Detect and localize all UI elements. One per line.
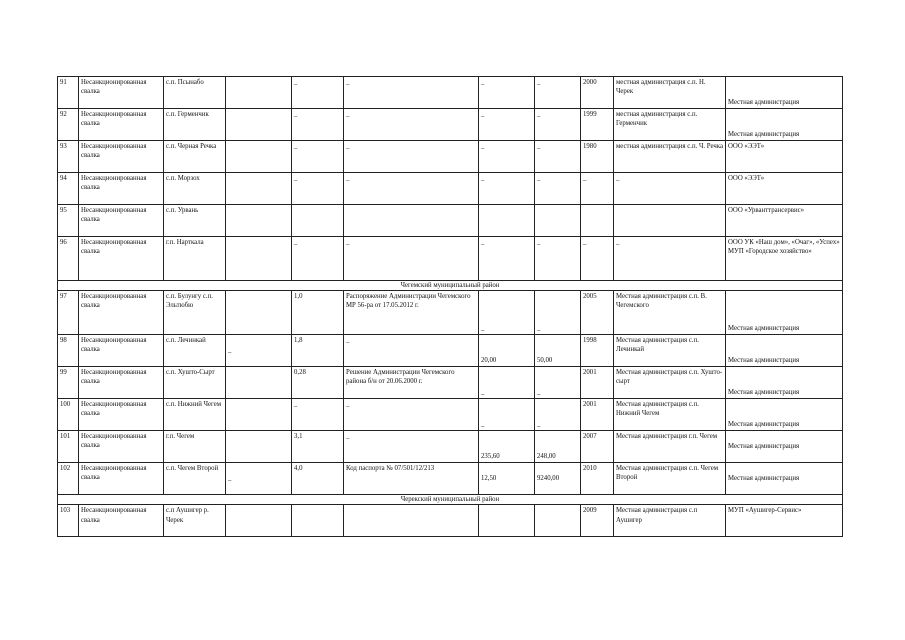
responsible-cell: Местная администрация	[726, 399, 843, 431]
administration-cell: местная администрация с.п. Герменчик	[614, 109, 726, 141]
location-cell: с.п. Морзох	[164, 173, 226, 205]
location-cell: с.п. Герменчик	[164, 109, 226, 141]
object-type-cell: Несанкционированная свалка	[79, 399, 164, 431]
object-type-cell: Несанкционированная свалка	[79, 291, 164, 335]
table-row	[58, 109, 843, 141]
value-2-cell: _	[535, 399, 581, 431]
table-row	[58, 237, 843, 281]
row-number-cell: 91	[58, 77, 79, 109]
value-1-cell: _	[479, 77, 535, 109]
area-cell: _	[292, 173, 344, 205]
year-cell	[581, 205, 614, 237]
table-row	[58, 173, 843, 205]
year-cell: _	[581, 237, 614, 281]
responsible-cell: ООО «Урванттрансервис»	[726, 205, 843, 237]
document-cell: _	[344, 173, 479, 205]
administration-cell: местная администрация с.п. Н. Черек	[614, 77, 726, 109]
table-row	[58, 291, 843, 335]
year-cell: 1998	[581, 335, 614, 367]
value-2-cell: _	[535, 173, 581, 205]
value-2-cell: 9240,00	[535, 463, 581, 495]
location-cell: с.п. Чегем Второй	[164, 463, 226, 495]
section-header-row	[58, 495, 843, 505]
administration-cell: Местная администрация г.п. Чегем	[614, 431, 726, 463]
value-2-cell: _	[535, 141, 581, 173]
administration-cell: Местная администрация с.п. Нижний Чегем	[614, 399, 726, 431]
section-header-row	[58, 281, 843, 291]
responsible-cell: Местная администрация	[726, 335, 843, 367]
document-cell: Распоряжение Администрации Чегемского МР 56-ра от 17.05.2012 г.	[344, 291, 479, 335]
column-4-cell	[226, 505, 292, 537]
object-type-cell: Несанкционированная свалка	[79, 77, 164, 109]
row-number-cell: 102	[58, 463, 79, 495]
document-cell: _	[344, 237, 479, 281]
section-title: Черекский муниципальный район	[58, 495, 843, 505]
table-row	[58, 367, 843, 399]
document-cell: _	[344, 77, 479, 109]
value-1-cell: 12,50	[479, 463, 535, 495]
row-number-cell: 97	[58, 291, 79, 335]
location-cell: г.п. Нарткала	[164, 237, 226, 281]
year-cell: 2007	[581, 431, 614, 463]
responsible-cell: Местная администрация	[726, 291, 843, 335]
column-4-cell	[226, 237, 292, 281]
value-2-cell	[535, 205, 581, 237]
object-type-cell: Несанкционированная свалка	[79, 505, 164, 537]
document-cell: _	[344, 431, 479, 463]
table-row	[58, 77, 843, 109]
value-2-cell: _	[535, 291, 581, 335]
object-type-cell: Несанкционированная свалка	[79, 173, 164, 205]
value-2-cell: 248,00	[535, 431, 581, 463]
row-number-cell: 99	[58, 367, 79, 399]
table-row	[58, 463, 843, 495]
value-2-cell: _	[535, 109, 581, 141]
column-4-cell	[226, 109, 292, 141]
area-cell	[292, 205, 344, 237]
responsible-cell: МУП «Аушигер-Сервис»	[726, 505, 843, 537]
row-number-cell: 95	[58, 205, 79, 237]
area-cell: 3,1	[292, 431, 344, 463]
area-cell: 0,28	[292, 367, 344, 399]
document-cell: _	[344, 109, 479, 141]
value-1-cell	[479, 205, 535, 237]
administration-cell: Местная администрация с.п. Чегем Второй	[614, 463, 726, 495]
responsible-cell: Местная администрация	[726, 463, 843, 495]
object-type-cell: Несанкционированная свалка	[79, 463, 164, 495]
column-4-cell	[226, 141, 292, 173]
value-1-cell: _	[479, 291, 535, 335]
table-row	[58, 431, 843, 463]
table-row	[58, 205, 843, 237]
row-number-cell: 101	[58, 431, 79, 463]
area-cell: 4,0	[292, 463, 344, 495]
table-row	[58, 399, 843, 431]
administration-cell: местная администрация с.п. Ч. Речка	[614, 141, 726, 173]
value-1-cell	[479, 505, 535, 537]
year-cell: 2009	[581, 505, 614, 537]
administration-cell: Местная администрация с.п Аушигер	[614, 505, 726, 537]
responsible-cell: Местная администрация	[726, 367, 843, 399]
location-cell: с.п. Урвань	[164, 205, 226, 237]
document-cell: _	[344, 399, 479, 431]
column-4-cell: _	[226, 463, 292, 495]
area-cell: _	[292, 77, 344, 109]
responsible-cell: ООО «ЭЭТ»	[726, 173, 843, 205]
location-cell: с.п. Лечинкай	[164, 335, 226, 367]
table-row	[58, 505, 843, 537]
column-4-cell	[226, 77, 292, 109]
year-cell: 2005	[581, 291, 614, 335]
year-cell: 1980	[581, 141, 614, 173]
location-cell: г.п. Чегем	[164, 431, 226, 463]
area-cell: _	[292, 141, 344, 173]
object-type-cell: Несанкционированная свалка	[79, 367, 164, 399]
administration-cell: _	[614, 173, 726, 205]
year-cell: _	[581, 173, 614, 205]
value-1-cell: 235,60	[479, 431, 535, 463]
year-cell: 1999	[581, 109, 614, 141]
column-4-cell	[226, 431, 292, 463]
value-2-cell: 50,00	[535, 335, 581, 367]
value-2-cell: _	[535, 237, 581, 281]
administration-cell: _	[614, 237, 726, 281]
document-cell: _	[344, 141, 479, 173]
responsible-cell: ООО «ЭЭТ»	[726, 141, 843, 173]
value-2-cell: _	[535, 77, 581, 109]
document-cell: Код паспорта № 07/501/12/213	[344, 463, 479, 495]
value-1-cell: _	[479, 173, 535, 205]
column-4-cell	[226, 205, 292, 237]
administration-cell: Местная администрация с.п. Лечинкай	[614, 335, 726, 367]
administration-cell: Местная администрация с.п. В. Чегемского	[614, 291, 726, 335]
value-1-cell: _	[479, 399, 535, 431]
row-number-cell: 103	[58, 505, 79, 537]
location-cell: с.п Аушигер р. Черек	[164, 505, 226, 537]
column-4-cell: _	[226, 335, 292, 367]
row-number-cell: 92	[58, 109, 79, 141]
table-row	[58, 335, 843, 367]
row-number-cell: 93	[58, 141, 79, 173]
location-cell: с.п. Хушто-Сырт	[164, 367, 226, 399]
area-cell: _	[292, 109, 344, 141]
area-cell: 1,8	[292, 335, 344, 367]
responsible-cell: Местная администрация	[726, 431, 843, 463]
document-cell	[344, 505, 479, 537]
document-cell: Решение Администрации Чегемского района б/н от 20.06.2000 г.	[344, 367, 479, 399]
location-cell: с.п. Псынабо	[164, 77, 226, 109]
responsible-cell: Местная администрация	[726, 109, 843, 141]
column-4-cell	[226, 173, 292, 205]
year-cell: 2001	[581, 399, 614, 431]
object-type-cell: Несанкционированная свалка	[79, 237, 164, 281]
column-4-cell	[226, 367, 292, 399]
responsible-cell: Местная администрация	[726, 77, 843, 109]
responsible-cell: ООО УК «Наш дом», «Очаг», «Успех» МУП «Городское хозяйство»	[726, 237, 843, 281]
object-type-cell: Несанкционированная свалка	[79, 109, 164, 141]
area-cell: 1,0	[292, 291, 344, 335]
object-type-cell: Несанкционированная свалка	[79, 205, 164, 237]
object-type-cell: Несанкционированная свалка	[79, 431, 164, 463]
year-cell: 2010	[581, 463, 614, 495]
column-4-cell	[226, 399, 292, 431]
area-cell	[292, 505, 344, 537]
row-number-cell: 94	[58, 173, 79, 205]
value-1-cell: 20,00	[479, 335, 535, 367]
administration-cell	[614, 205, 726, 237]
object-type-cell: Несанкционированная свалка	[79, 141, 164, 173]
value-1-cell: _	[479, 141, 535, 173]
document-cell: _	[344, 335, 479, 367]
row-number-cell: 100	[58, 399, 79, 431]
landfill-register-table	[57, 76, 843, 537]
location-cell: с.п. Булунгу с.п. Эльтюбю	[164, 291, 226, 335]
document-cell	[344, 205, 479, 237]
value-2-cell	[535, 505, 581, 537]
table-row	[58, 141, 843, 173]
object-type-cell: Несанкционированная свалка	[79, 335, 164, 367]
value-2-cell: _	[535, 367, 581, 399]
location-cell: с.п. Нижний Чегем	[164, 399, 226, 431]
value-1-cell: _	[479, 367, 535, 399]
section-title: Чегемский муниципальный район	[58, 281, 843, 291]
year-cell: 2001	[581, 367, 614, 399]
value-1-cell: _	[479, 109, 535, 141]
administration-cell: Местная администрация с.п. Хушто-сырт	[614, 367, 726, 399]
location-cell: с.п. Черная Речка	[164, 141, 226, 173]
area-cell: _	[292, 399, 344, 431]
row-number-cell: 96	[58, 237, 79, 281]
area-cell: _	[292, 237, 344, 281]
year-cell: 2000	[581, 77, 614, 109]
column-4-cell	[226, 291, 292, 335]
value-1-cell: _	[479, 237, 535, 281]
row-number-cell: 98	[58, 335, 79, 367]
